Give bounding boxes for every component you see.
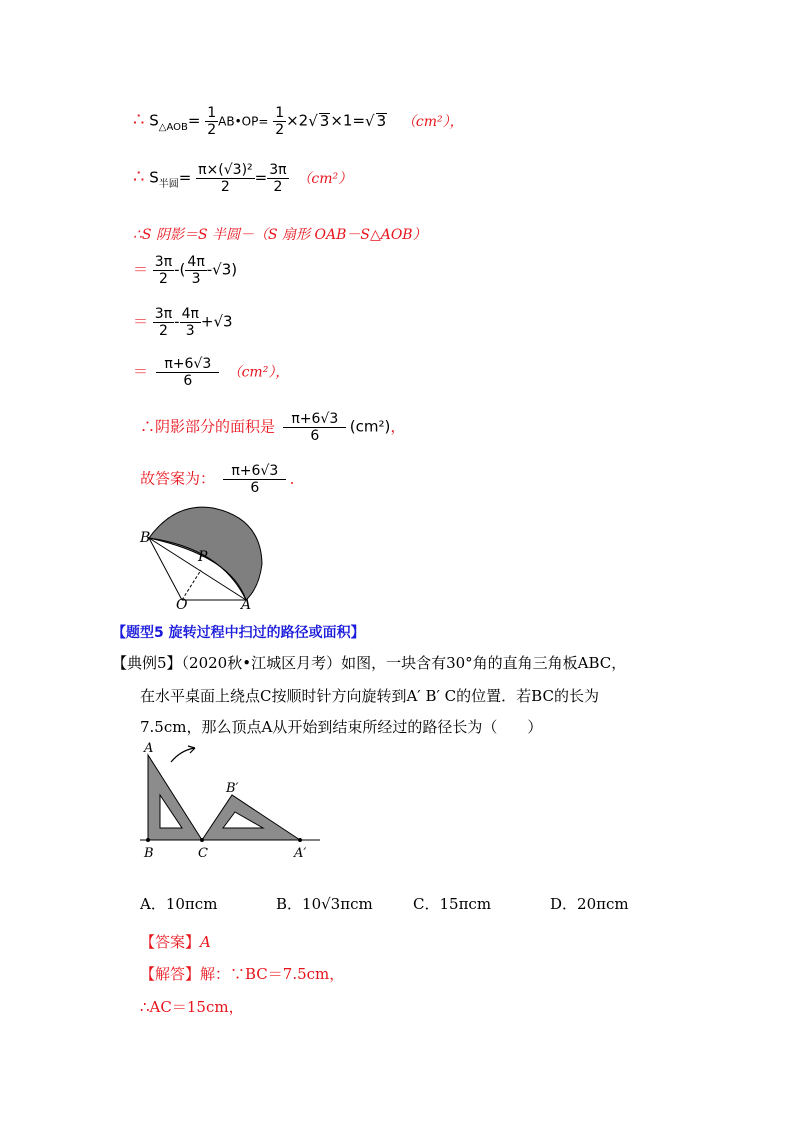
denominator: 2 <box>273 179 283 195</box>
label-a-prime: A′ <box>294 846 307 861</box>
denominator: 2 <box>275 122 285 138</box>
numerator: π+6√3 <box>223 464 286 480</box>
example-line-2: 在水平桌面上绕点C按顺时针方向旋转到A′ B′ C的位置．若BC的长为 <box>140 687 599 705</box>
point-a-prime <box>298 838 302 842</box>
numerator: 1 <box>207 105 217 121</box>
unit: （cm²）， <box>401 113 464 130</box>
numerator: π+6√3 <box>283 412 346 428</box>
denominator: 2 <box>159 323 168 339</box>
label-b: B <box>140 530 151 546</box>
option-value: 15πcm <box>439 895 492 913</box>
denominator: 2 <box>220 179 230 195</box>
label-b2: B <box>144 846 154 861</box>
formula-line-7 <box>140 412 405 443</box>
formula-line-8 <box>140 464 305 495</box>
times-two: ×2 <box>286 111 309 130</box>
fraction-half-2 <box>273 106 286 137</box>
formula-line-3: ∴S 阴影＝S 半圆－（S 扇形 OAB－S△AOB） <box>133 227 427 243</box>
s-symbol: S <box>149 111 159 130</box>
s-subscript: 半圆 <box>158 178 179 190</box>
option-value: 10√3πcm <box>302 895 373 913</box>
fraction <box>220 464 290 495</box>
option-value: 20πcm <box>577 895 629 913</box>
option-label: B． <box>276 895 303 913</box>
times-one: ×1= <box>330 111 366 130</box>
punctuation: ， <box>390 417 406 436</box>
equals: ＝ <box>133 260 149 279</box>
tail: +√3 <box>200 312 233 331</box>
numerator: 1 <box>275 105 285 121</box>
triangle-figure <box>135 740 335 860</box>
numerator: 4π <box>181 306 199 322</box>
option-d <box>550 893 629 914</box>
numerator: 3π <box>154 254 173 270</box>
formula-line-4 <box>133 255 237 286</box>
solution-line-1: 【解答】解：∵BC＝7.5cm， <box>140 965 345 983</box>
equals: = <box>178 168 192 187</box>
numerator: 3π <box>154 306 173 322</box>
unit: (cm²) <box>349 417 391 436</box>
label-p: P <box>198 549 208 565</box>
formula-line-2 <box>133 163 352 194</box>
example-line-3: 7.5cm，那么顶点A从开始到结束所经过的路径长为（ ） <box>140 718 543 736</box>
numerator: π+6√3 <box>156 357 219 373</box>
fraction <box>153 255 174 286</box>
point-c <box>200 838 204 842</box>
option-label: C． <box>413 895 440 913</box>
ab-op: AB•OP= <box>218 114 269 129</box>
equals: = <box>187 111 201 130</box>
solution-line-2: ∴AC＝15cm， <box>140 998 244 1016</box>
equals: ＝ <box>133 362 149 381</box>
numerator: π×(√3)² <box>198 162 253 178</box>
denominator: 6 <box>183 373 193 389</box>
fraction <box>280 412 350 443</box>
denominator: 6 <box>250 480 260 496</box>
example-line-1: 【典例5】（2020秋•江城区月考）如图，一块含有30°角的直角三角板ABC， <box>112 654 627 672</box>
denominator: 6 <box>310 428 320 444</box>
unit: （cm²）， <box>227 364 290 381</box>
option-a <box>140 893 217 914</box>
triangle-abc <box>148 755 202 840</box>
label-o: O <box>176 597 188 613</box>
s-symbol: S <box>149 168 159 187</box>
therefore-symbol: ∴ <box>133 109 145 131</box>
fraction <box>267 163 288 194</box>
denominator: 2 <box>159 271 168 287</box>
rotation-arrow-icon <box>171 748 195 762</box>
fraction-half <box>205 106 218 137</box>
sqrt-value: 3 <box>319 111 330 130</box>
section-title: 【题型5 旋转过程中扫过的路径或面积】 <box>112 625 365 641</box>
option-label: D． <box>550 895 578 913</box>
equals: ＝ <box>133 312 149 331</box>
formula-line-1 <box>133 106 464 137</box>
tail: -√3) <box>206 260 238 279</box>
option-label: A． <box>140 895 166 913</box>
therefore-symbol: ∴ <box>133 166 145 188</box>
denominator: 3 <box>191 271 201 287</box>
answer-line <box>140 935 211 950</box>
answer-text: 故答案为： <box>140 469 216 488</box>
punctuation: ． <box>289 469 305 488</box>
fraction <box>153 357 223 388</box>
sqrt-icon: √ <box>365 111 375 130</box>
sqrt-value: 3 <box>376 111 387 130</box>
operator: - <box>174 312 180 331</box>
option-c <box>413 893 491 914</box>
equals: = <box>254 168 268 187</box>
answer-label: 【答案】 <box>140 933 201 951</box>
operator: -( <box>174 260 186 279</box>
fraction <box>153 307 174 338</box>
label-a: A <box>241 597 252 613</box>
formula-line-6 <box>133 357 289 388</box>
triangle-a-prime-b-prime-c <box>202 795 300 840</box>
option-b <box>276 893 373 914</box>
formula-line-5 <box>133 307 233 338</box>
numerator: 3π <box>269 162 287 178</box>
unit: （cm²） <box>297 170 353 187</box>
sqrt-icon: √ <box>308 111 318 130</box>
conclusion-text: ∴阴影部分的面积是 <box>140 417 276 436</box>
s-subscript: △AOB <box>158 121 188 133</box>
denominator: 2 <box>207 122 217 138</box>
option-value: 10πcm <box>165 895 218 913</box>
segment-op <box>182 570 201 600</box>
segment-ob <box>149 538 182 600</box>
numerator: 4π <box>187 254 205 270</box>
label-b-prime: B′ <box>226 781 239 796</box>
fraction <box>196 163 255 194</box>
fraction <box>180 307 201 338</box>
fraction <box>185 255 206 286</box>
point-b <box>146 838 150 842</box>
label-a2: A <box>144 741 154 756</box>
label-c2: C <box>198 846 208 861</box>
denominator: 3 <box>185 323 195 339</box>
answer-value: A <box>200 933 211 951</box>
